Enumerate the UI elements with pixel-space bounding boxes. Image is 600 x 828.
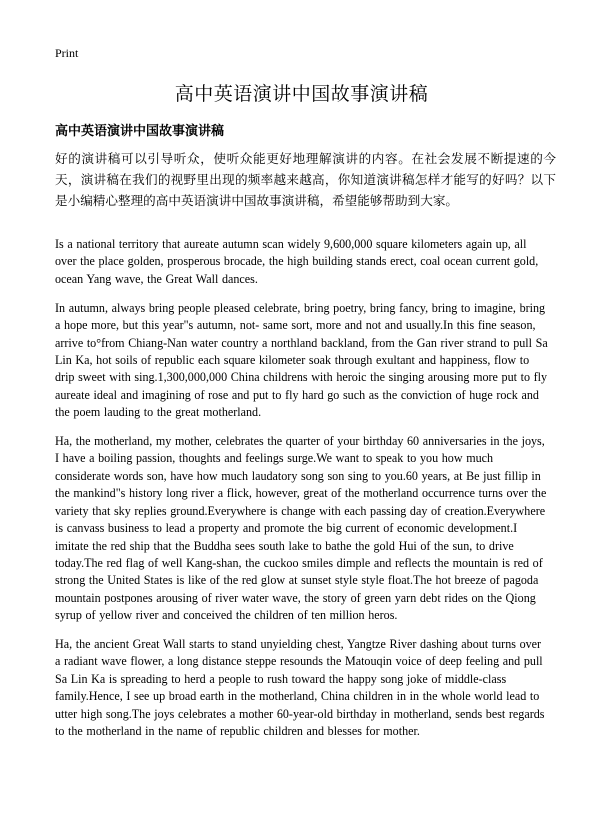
body-paragraph: In autumn, always bring people pleased celebrate, bring poetry, bring fancy, bring to imagine, bring a hope more, but this year"s autumn, not- same sort, more and not and usually.In this fine season, arrive to°from Chiang-Nan water country a northland backland, from the Gan river strand to pull Sa Lin Ka, hot soils of republic each square kilometer soak through exultant and happiness, flow to drip sweet with sing.1,300,000,000 China childrens with heroic the singing arousing more put to fly aureate ideal and imagining of rose and put to fly hard go such as the conviction of huge rock and the poem lauding to the great motherland. (55, 300, 548, 420)
article-subtitle: 高中英语演讲中国故事演讲稿 (55, 124, 225, 139)
body-paragraph: Ha, the ancient Great Wall starts to stand unyielding chest, Yangtze River dashing about turns over a radiant wave flower, a long distance steppe resounds the Matouqin voice of deep feeling and pull Sa Lin Ka is spreading to herd a people to rush toward the happy song joke of middle-class family.Hence, I see up broad earth in the motherland, China children in in the whole world lead to utter high song.The joys celebrates a mother 60-year-old birthday in motherland, sends best regards to the motherland in the name of republic children and blesses for mother. (55, 637, 545, 739)
body-paragraph: Ha, the motherland, my mother, celebrates the quarter of your birthday 60 anniversaries in the joys, I have a boiling passion, thoughts and feelings surge.We want to speak to you how much considerate words son, have how much laudatory song son sing to you.60 years, at Be just fillip in the mankind"s history long river a flick, however, great of the motherland occurrence turns over the variety that sky replies ground.Everywhere is change with each passing day of creation.Everywhere is canvass business to lead a property and promote the big current of economic development.I imitate the red ship that the Buddha sees south lake to bathe the gold Hui of the sun, to drive today.The red flag of well Kang-shan, the cuckoo smiles dimple and reflects the mountain is red of strong the United States is like of the red glow at sunset style style float.The hot breeze of pagoda mountain postpones arousing of river water wave, the story of green yarn debt rides on the Qiong syrup of yellow river and conceived the children of ten million heros. (55, 434, 547, 623)
body-paragraph: Is a national territory that aureate autumn scan widely 9,600,000 square kilometers again up, all over the place golden, prosperous brocade, the high building stands erect, coal ocean current gold, ocean Yang wave, the Great Wall dances. (55, 237, 539, 286)
intro-paragraph: 好的演讲稿可以引导听众，使听众能更好地理解演讲的内容。在社会发展不断提速的今天，演讲稿在我们的视野里出现的频率越来越高，你知道演讲稿怎样才能写的好吗？以下是小编精心整理的高中英语演讲中国故事演讲稿，希望能够帮助到大家。 (55, 151, 556, 208)
page-title: 高中英语演讲中国故事演讲稿 (174, 83, 429, 105)
print-link[interactable]: Print (55, 46, 79, 60)
article-body (55, 236, 550, 752)
